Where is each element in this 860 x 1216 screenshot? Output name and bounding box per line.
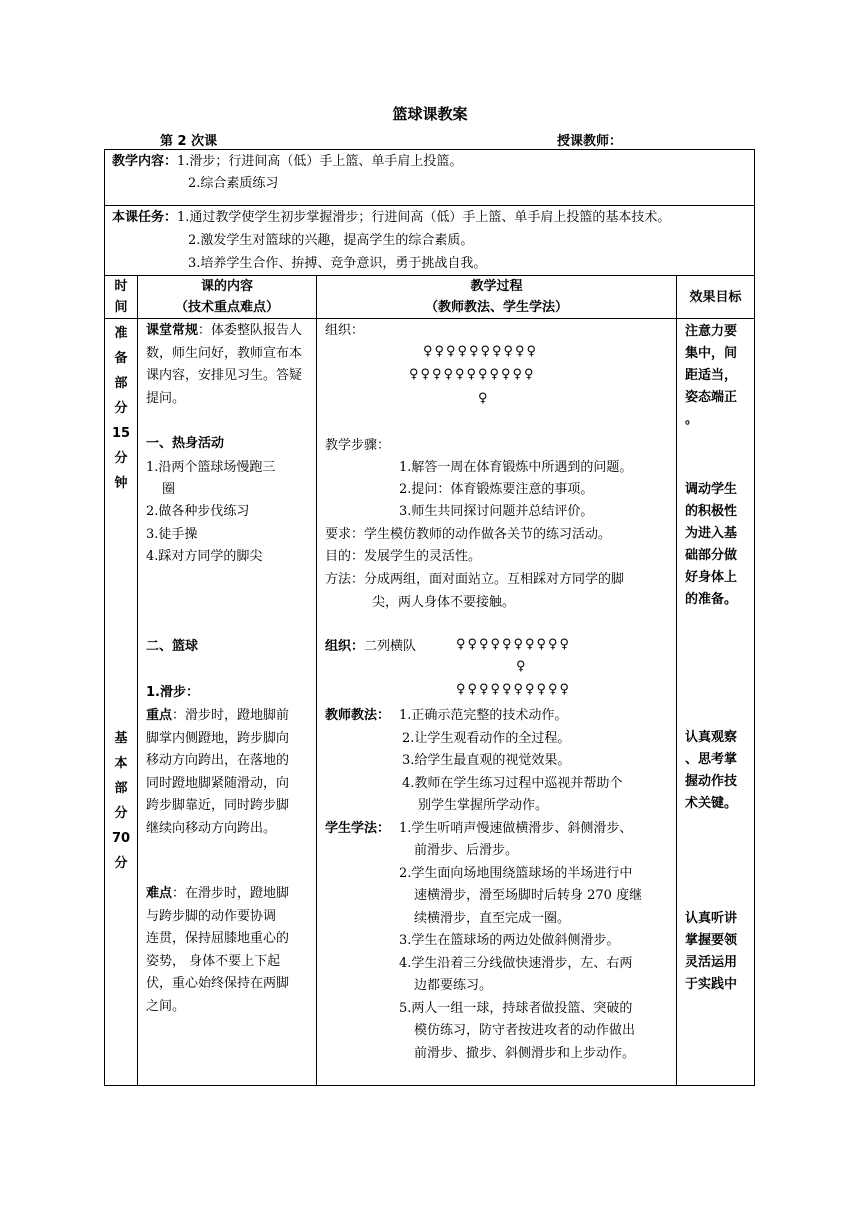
effect-line: 调动学生 xyxy=(685,482,738,497)
student-method-label: 学生学法： xyxy=(325,821,391,836)
key-line: 继续向移动方向跨出。 xyxy=(146,820,277,836)
basic-org xyxy=(325,636,416,658)
warmup-item: 圈 xyxy=(162,482,176,497)
lesson-number: 第 2 次课 xyxy=(160,134,218,149)
content-line: 2.综合素质练习 xyxy=(188,176,279,191)
basketball-section-title: 二、篮球 xyxy=(146,639,199,654)
student-method-item: 4.学生沿着三分线做快速滑步，左、右两 xyxy=(399,956,633,971)
effect-line: 、思考掌 xyxy=(685,752,738,767)
difficulty-line: 连贯，保持屈膝地重心的 xyxy=(146,931,290,946)
formation-row: ♀♀♀♀♀♀♀♀♀♀ xyxy=(456,682,572,697)
student-method-item: 边都要练习。 xyxy=(414,978,493,993)
task-line: 3.培养学生合作、拚搏、竞争意识，勇于挑战自我。 xyxy=(188,256,487,271)
header-line: 课的内容 xyxy=(200,279,253,294)
prep-org-label: 组织： xyxy=(325,323,365,338)
effect-line: 认真观察 xyxy=(685,730,738,745)
effect-line: 握动作技 xyxy=(685,774,738,789)
teacher-label: 授课教师： xyxy=(557,134,623,149)
difficulty-line: 姿势， 身体不要上下起 xyxy=(146,953,281,969)
time-char: 部 xyxy=(114,781,128,796)
header-line: （教师教法、学生学法） xyxy=(424,300,568,315)
prep-time-label xyxy=(105,321,137,496)
key-line: 跨步脚靠近，同时跨步脚 xyxy=(146,798,290,813)
tasks-label: 本课任务： xyxy=(112,210,178,225)
content-line: 1.滑步；行进间高（低）手上篮、单手肩上投篮。 xyxy=(177,154,463,169)
table-divider xyxy=(104,318,755,319)
teacher-method-item: 2.让学生观看动作的全过程。 xyxy=(402,731,571,746)
student-method-item: 3.学生在篮球场的两边处做斜侧滑步。 xyxy=(399,933,620,948)
method: 方法：分成两组，面对面站立。互相踩对方同学的脚 xyxy=(325,572,625,587)
content-row xyxy=(112,151,462,173)
teacher-method-item: 3.给学生最直观的视觉效果。 xyxy=(402,753,571,768)
time-char: 分 xyxy=(114,806,128,821)
header-time-char: 时 xyxy=(114,279,128,294)
difficulty-line: 之间。 xyxy=(146,998,186,1014)
key-label: 重点 xyxy=(146,708,173,723)
class-routine xyxy=(146,320,312,410)
key-line: 脚掌内侧蹬地，跨步脚向 xyxy=(146,730,290,746)
time-char: 70 xyxy=(111,831,131,846)
task-line: 1.通过教学使学生初步掌握滑步；行进间高（低）手上篮、单手肩上投篮的基本技术。 xyxy=(177,210,671,225)
effect-line: 灵活运用 xyxy=(685,955,738,970)
header-line: （技术重点难点） xyxy=(174,300,279,315)
effect-line: 的准备。 xyxy=(685,592,738,607)
content-label: 教学内容： xyxy=(112,154,178,169)
method-cont: 尖，两人身体不要接触。 xyxy=(372,595,516,610)
time-char: 部 xyxy=(114,376,128,391)
time-char: 15 xyxy=(111,426,131,441)
effect-line: 好身体上 xyxy=(685,570,738,585)
student-method-item: 前滑步、后滑步。 xyxy=(414,843,519,858)
tasks-row xyxy=(112,207,670,229)
difficulty-label: 难点 xyxy=(146,886,173,901)
student-method-item: 1.学生听哨声慢速做横滑步、斜侧滑步、 xyxy=(399,821,633,836)
time-char: 备 xyxy=(114,351,128,366)
skill-title: 1.滑步： xyxy=(146,685,199,700)
header-time xyxy=(105,276,137,318)
teacher-method-label: 教师教法： xyxy=(325,708,391,723)
key-line: 移动方向跨出，在落地的 xyxy=(146,753,290,768)
effect-line: 姿态端正 xyxy=(685,390,738,405)
warmup-item: 2.做各种步伐练习 xyxy=(146,504,250,519)
header-effect: 效果目标 xyxy=(689,290,742,305)
time-char: 分 xyxy=(114,401,128,416)
formation-teacher: ♀ xyxy=(516,659,528,674)
student-method-item: 前滑步、撤步、斜侧滑步和上步动作。 xyxy=(414,1046,636,1061)
time-char: 分 xyxy=(114,856,128,871)
key-line: 同时蹬地脚紧随滑动，向 xyxy=(146,775,290,791)
task-line: 2.激发学生对篮球的兴趣，提高学生的综合素质。 xyxy=(188,233,474,248)
student-method-item: 模仿练习，防守者按进攻者的动作做出 xyxy=(414,1023,636,1038)
column-divider xyxy=(676,275,677,1086)
time-char: 基 xyxy=(114,731,128,746)
student-method-item: 2.学生面向场地围绕篮球场的半场进行中 xyxy=(399,866,633,881)
formation-row: ♀♀♀♀♀♀♀♀♀♀ xyxy=(456,637,572,652)
teacher-method-item: 4.教师在学生练习过程中巡视并帮助个 xyxy=(402,776,623,791)
student-method-item: 5.两人一组一球，持球者做投篮、突破的 xyxy=(399,1001,633,1016)
page-title: 篮球课教案 xyxy=(392,105,468,123)
effect-line: 掌握要领 xyxy=(685,933,738,948)
header-line: 教学过程 xyxy=(470,279,523,294)
effect-line: 。 xyxy=(685,412,699,427)
requirement: 要求：学生模仿教师的动作做各关节的练习活动。 xyxy=(325,527,612,542)
prep-effect-1 xyxy=(685,321,737,431)
steps-label: 教学步骤： xyxy=(325,438,391,453)
warmup-item: 4.踩对方同学的脚尖 xyxy=(146,549,263,564)
basic-org-label: 组织： xyxy=(325,639,365,654)
basic-time-label xyxy=(105,726,137,876)
teacher-method-item: 别学生掌握所学动作。 xyxy=(418,798,549,813)
formation-row: ♀♀♀♀♀♀♀♀♀♀♀ xyxy=(409,367,536,382)
effect-line: 距适当， xyxy=(685,368,738,383)
difficulty-line: 与跨步脚的动作要协调 xyxy=(146,908,277,924)
time-char: 分 xyxy=(114,451,128,466)
header-time-char: 间 xyxy=(114,300,128,315)
routine-label: 课堂常规 xyxy=(146,323,199,338)
table-border-right xyxy=(754,149,755,1086)
effect-line: 础部分做 xyxy=(685,548,738,563)
warmup-item: 3.徒手操 xyxy=(146,527,198,542)
difficulty-line: ：在滑步时，蹬地脚 xyxy=(172,886,290,901)
header-process xyxy=(317,276,676,318)
effect-line: 为进入基 xyxy=(685,526,738,541)
time-char: 准 xyxy=(114,326,128,341)
difficulty-point xyxy=(146,883,289,1018)
effect-line: 认真听讲 xyxy=(685,911,738,926)
table-border-bottom xyxy=(104,1085,755,1086)
teacher-method-item: 1.正确示范完整的技术动作。 xyxy=(399,708,568,723)
time-char: 本 xyxy=(114,756,128,771)
step-item: 3.师生共同探讨问题并总结评价。 xyxy=(399,504,594,519)
prep-effect-2 xyxy=(685,479,737,611)
table-divider xyxy=(104,205,755,206)
formation-row: ♀♀♀♀♀♀♀♀♀♀ xyxy=(423,344,539,359)
time-char: 钟 xyxy=(114,476,128,491)
key-line: ：滑步时，蹬地脚前 xyxy=(172,708,290,723)
basic-org-text: 二列横队 xyxy=(364,639,417,654)
effect-line: 集中，间 xyxy=(685,346,738,361)
purpose: 目的：发展学生的灵活性。 xyxy=(325,549,482,564)
basic-effect-1 xyxy=(685,727,737,815)
effect-line: 术关键。 xyxy=(685,796,738,811)
student-method-item: 续横滑步，直至完成一圈。 xyxy=(414,911,571,926)
effect-line: 的积极性 xyxy=(685,504,738,519)
table-border-top xyxy=(104,149,755,150)
warmup-title: 一、热身活动 xyxy=(146,436,225,451)
difficulty-line: 伏，重心始终保持在两脚 xyxy=(146,976,290,991)
effect-line: 注意力要 xyxy=(685,324,738,339)
routine-text: ：体委整队报告人数，师生问好，教师宣布本课内容，安排见习生。答疑提问。 xyxy=(146,323,303,406)
formation-teacher: ♀ xyxy=(478,391,490,406)
student-method-item: 速横滑步，滑至场脚时后转身 270 度继 xyxy=(414,888,643,903)
step-item: 2.提问：体育锻炼要注意的事项。 xyxy=(399,482,594,497)
header-lesson-content xyxy=(138,276,316,318)
column-divider xyxy=(137,275,138,1086)
effect-line: 于实践中 xyxy=(685,977,738,992)
basic-effect-2 xyxy=(685,908,737,996)
step-item: 1.解答一周在体育锻炼中所遇到的问题。 xyxy=(399,460,633,475)
warmup-item: 1.沿两个篮球场慢跑三 xyxy=(146,460,276,475)
key-point xyxy=(146,705,289,840)
column-divider xyxy=(316,275,317,1086)
